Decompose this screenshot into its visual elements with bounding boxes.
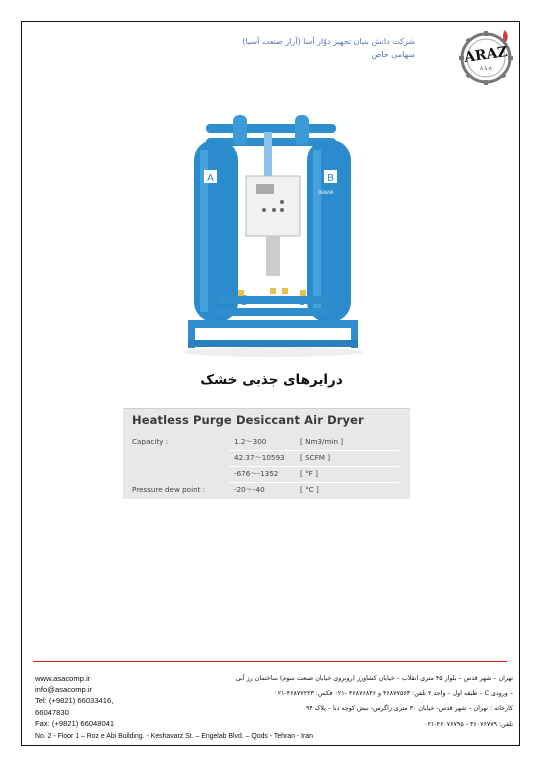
english-address: No. 2 - Floor 1 – Roz e Abi Building. - Keshavarz St. – Engelab Blvd. – Qods - Tehran - Iran [35, 733, 313, 740]
spec-row [123, 435, 410, 449]
company-header [155, 35, 415, 61]
spec-value: -676〜-1352 [234, 469, 279, 478]
spec-unit: [ °C ] [300, 485, 319, 494]
spec-unit: [ °F ] [300, 469, 318, 478]
spec-table [123, 408, 410, 499]
spec-value: 42.37〜10593 [234, 453, 285, 462]
logo-subtext: A.S.A [480, 67, 492, 72]
address-line: کارخانه : تهران – شهر قدس- خیابان ۳۰ متری زاگرس- نبش کوچه دنا – پلاک ۹۴ [305, 705, 513, 713]
address-line: تهران – شهر قدس – بلوار ۴۵ متری انقلاب – خیابان کشاورز (روبروی خیابان صنعت سوم) ساختمان رز آبی [235, 675, 513, 682]
email-link[interactable]: info@asacomp.ir [35, 685, 93, 695]
spec-row [123, 451, 410, 465]
spec-label: Pressure dew point : [132, 485, 206, 494]
dryer-illustration [183, 115, 363, 357]
spec-title: Heatless Purge Desiccant Air Dryer [132, 413, 364, 427]
spec-unit: [ SCFM ] [300, 453, 331, 462]
address-line: – ورودی C – طبقه اول – واحد ۲ تلفن: ۴۶۸۷۷۵۶۳ و ۴۶۸۷۶۸۴۶ -۰۲۱ فکس: ۴۶۸۷۷۲۲۳-۰۲۱ [274, 690, 513, 698]
phone-2: 66047830 [35, 707, 69, 717]
spec-unit: [ Nm3/min ] [300, 437, 344, 446]
spec-row [123, 483, 410, 497]
contact-block [35, 673, 175, 729]
website-link[interactable]: www.asacomp.ir [35, 674, 91, 683]
company-type: سهامی خاص [371, 50, 415, 59]
spec-label: Capacity : [132, 437, 169, 446]
company-logo [452, 28, 520, 88]
logo-text: ARAZ [463, 44, 509, 66]
address-line: تلفن: ۴۶۰۷۶۷۷۹ - ۴۶۰۷۶۷۹۵-۰۲۱ [424, 720, 513, 728]
fax: Fax: (+9821) 66048041 [35, 718, 115, 728]
brand-label: DENAIR [318, 190, 334, 195]
spec-value: -20〜-40 [234, 485, 265, 494]
spec-row [123, 467, 410, 481]
footer-divider [33, 661, 507, 662]
product-title: درایرهای جذبی خشک [200, 372, 343, 388]
company-name: شرکت دانش بنیان تجهیز دوّار آسا (آراز صنعت آسیا) [242, 37, 415, 46]
tower-b-label: B [327, 173, 334, 184]
spec-value: 1.2〜300 [234, 437, 267, 446]
product-image [178, 110, 368, 360]
tower-a-label: A [207, 173, 214, 184]
phone: Tel: (+9821) 66033416, [35, 696, 114, 706]
persian-address [178, 671, 513, 732]
